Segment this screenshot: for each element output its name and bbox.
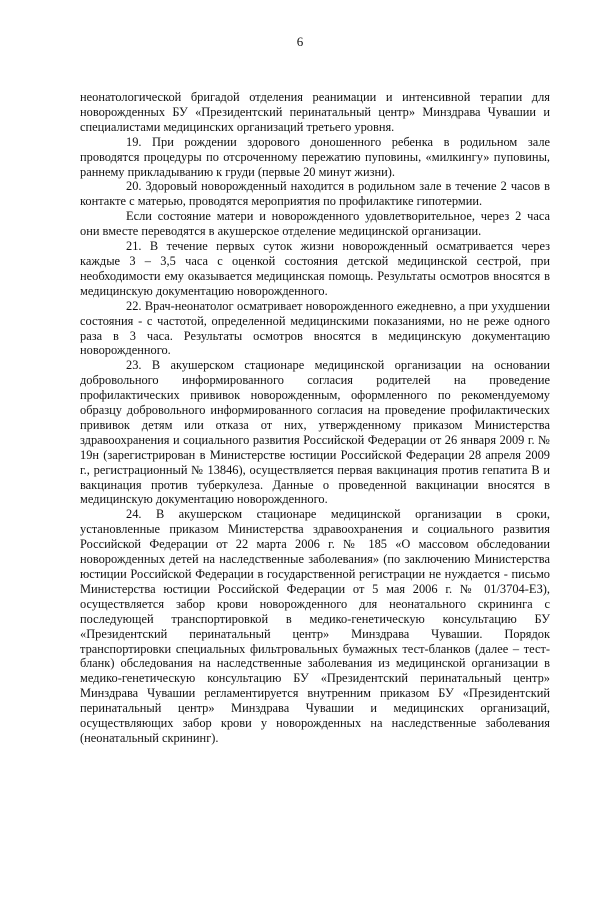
paragraph-21: 21. В течение первых суток жизни новорожденный осматривается через каждые 3 – 3,5 часа с оценкой состояния детской медицинской сестрой, при необходимости ему оказывается медицинская помощь. Результаты осмотров вносятся в медицинскую документацию новорожденного. [80, 239, 550, 298]
paragraph-20-continuation: Если состояние матери и новорожденного удовлетворительное, через 2 часа они вместе переводятся в акушерское отделение медицинской организации. [80, 209, 550, 239]
paragraph-20: 20. Здоровый новорожденный находится в родильном зале в течение 2 часов в контакте с матерью, проводятся мероприятия по профилактике гипотермии. [80, 179, 550, 209]
page-number: 6 [296, 34, 304, 49]
paragraph-continuation: неонатологической бригадой отделения реанимации и интенсивной терапии для новорожденных БУ «Президентский перинатальный центр» Минздрава Чувашии и специалистами медицинских организаций третьего уровня. [80, 90, 550, 134]
paragraph-19: 19. При рождении здорового доношенного ребенка в родильном зале проводятся процедуры по отсроченному пережатию пуповины, «милкингу» пуповины, раннему прикладыванию к груди (первые 20 минут жизни). [80, 134, 550, 179]
paragraph-23: 23. В акушерском стационаре медицинской организации на основании добровольного информированного согласия родителей на проведение профилактических прививок новорожденным, оформленного по рекомендуемому образцу добровольного информированного согласия на проведение профилактических прививок детям или отказа от них, утвержденному приказом Министерства здравоохранения и социального развития Российской Федерации от 26 января 2009 г. № 19н (зарегистрирован в Министерстве юстиции Российской Федерации 28 апреля 2009 г., регистрационный № 13846), осуществляется первая вакцинация против гепатита В и вакцинация против туберкулеза. Данные о проведенной вакцинации вносятся в медицинскую документацию новорожденного. [80, 358, 550, 507]
paragraph-22: 22. Врач-неонатолог осматривает новорожденного ежедневно, а при ухудшении состояния - с частотой, определенной медицинскими показаниями, но не реже одного раза в 3 часа. Результаты осмотров вносятся в медицинскую документацию новорожденного. [80, 298, 550, 358]
paragraph-24: 24. В акушерском стационаре медицинской организации в сроки, установленные приказом Министерства здравоохранения и социального развития Российской Федерации от 22 марта 2006 г. № 185 «О массовом обследовании новорожденных детей на наследственные заболевания» (по заключению Министерства юстиции Российской Федерации в государственной регистрации не нуждается - письмо Министерства юстиции Российской Федерации от 5 мая 2006 г. № 01/3704-ЕЗ), осуществляется забор крови новорожденного для неонатального скрининга с последующей транспортировкой в медико-генетическую консультацию БУ «Президентский перинатальный центр» Минздрава Чувашии. Порядок транспортировки специальных фильтровальных бумажных тест-бланков (далее – тест-бланк) обследования на наследственные заболевания из медицинской организации в медико-генетическую консультацию БУ «Президентский перинатальный центр» Минздрава Чувашии регламентируется внутренним приказом БУ «Президентский перинатальный центр» Минздрава Чувашии и медицинских организаций, осуществляющих забор крови у новорожденных на наследственные заболевания (неонатальный скрининг). [80, 507, 550, 745]
document-body [80, 90, 550, 746]
